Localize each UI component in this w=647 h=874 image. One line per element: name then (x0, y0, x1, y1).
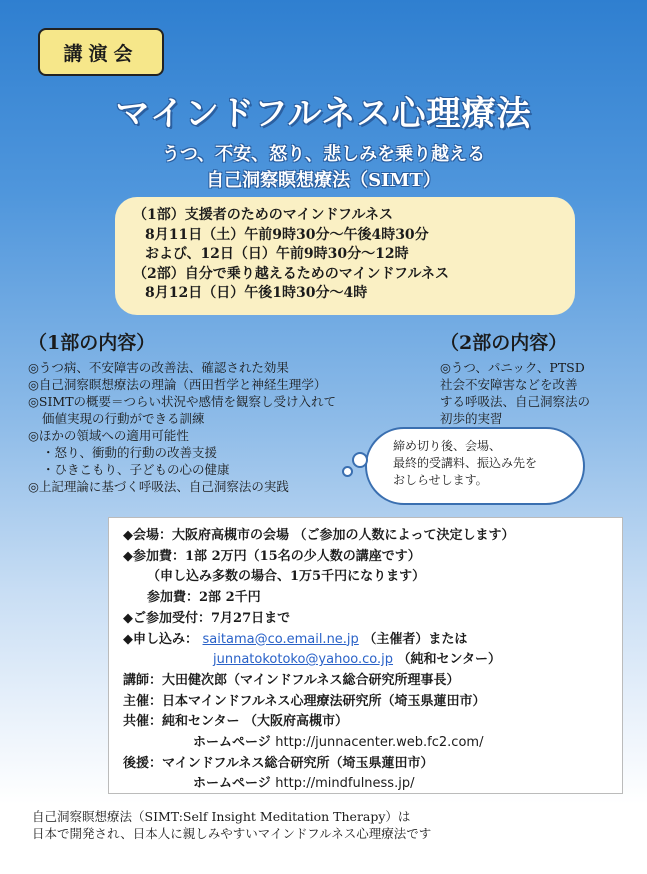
schedule-line: 8月12日（日）午後1時30分～4時 (145, 285, 368, 301)
part1-item: ◎自己洞察瞑想療法の理論（西田哲学と神経生理学） (28, 377, 327, 392)
info-box (108, 517, 623, 794)
footer-line: 自己洞察瞑想療法（SIMT:Self Insight Meditation Therapy）は (32, 809, 411, 824)
email-link-junna[interactable]: junnatokotoko@yahoo.co.jp (213, 652, 394, 668)
part1-item: ◎上記理論に基づく呼吸法、自己洞察法の実践 (28, 479, 289, 494)
lecturer-line: 講師：大田健次郎（マインドフルネス総合研究所理事長） (123, 672, 460, 688)
part1-item: ・ひきこもり、子どもの心の健康 (42, 462, 230, 477)
cloud-line: 最終的受講料、振込み先を (393, 456, 538, 470)
part2-item: 社会不安障害などを改善 (440, 377, 578, 392)
part2-title: （2部の内容） (440, 332, 568, 354)
part2-item: する呼吸法、自己洞察法の (440, 394, 591, 409)
page-title: マインドフルネス心理療法 (115, 94, 532, 134)
schedule-box (115, 197, 575, 315)
email2-note: （純和センター） (397, 652, 502, 668)
homepage-line-1 (123, 733, 622, 754)
venue-line: ◆会場：大阪府高槻市の会場 （ご参加の人数によって決定します） (123, 528, 515, 543)
cloud-line: 締め切り後、会場、 (393, 439, 502, 453)
part1-item: 価値実現の行動ができる訓練 (42, 411, 205, 426)
apply-line (123, 630, 622, 651)
part2-content (440, 328, 630, 427)
homepage-line-2 (123, 774, 622, 795)
homepage-label: ホームページ (193, 735, 271, 751)
part1-item: ・怒り、衝動的行動の改善支援 (42, 445, 218, 460)
apply-label: ◆申し込み： (123, 631, 198, 647)
lecture-tag: 講演会 (38, 28, 164, 76)
footer-note (32, 808, 431, 842)
part2-item: 初歩的実習 (440, 411, 503, 426)
cloud-tail-dot (342, 466, 353, 477)
fee2-line: 参加費：2部 2千円 (147, 590, 261, 606)
fee1-note: （申し込み多数の場合、1万5千円になります） (147, 569, 426, 585)
schedule-line: および、12日（日）午前9時30分～12時 (145, 246, 409, 262)
homepage-label: ホームページ (193, 776, 271, 792)
deadline-line: ◆ご参加受付：7月27日まで (123, 610, 291, 626)
schedule-line: （1部）支援者のためのマインドフルネス (133, 207, 394, 223)
fee1-line: ◆参加費：1部 2万円（15名の少人数の講座です） (123, 548, 421, 564)
homepage-link-junna[interactable]: http://junnacenter.web.fc2.com/ (275, 735, 484, 751)
subtitle-2: 自己洞察瞑想療法（SIMT） (206, 170, 441, 191)
homepage-link-mindfulness[interactable]: http://mindfulness.jp/ (275, 776, 415, 792)
cohost-line: 共催：純和センター （大阪府高槻市） (123, 714, 349, 730)
organizer-line: 主催：日本マインドフルネス心理療法研究所（埼玉県蓮田市） (123, 693, 486, 709)
email-link-organizer[interactable]: saitama@co.email.ne.jp (202, 631, 359, 647)
part1-item: ◎SIMTの概要＝つらい状況や感情を観察し受け入れて (28, 394, 337, 409)
cloud-tail-dot (352, 452, 368, 468)
part1-title: （1部の内容） (28, 332, 156, 354)
subtitle-1: うつ、不安、怒り、悲しみを乗り越える (161, 144, 486, 165)
schedule-line: （2部）自分で乗り越えるためのマインドフルネス (133, 265, 450, 282)
supporter-line: 後援：マインドフルネス総合研究所（埼玉県蓮田市） (123, 755, 434, 771)
part2-item: ◎うつ、パニック、PTSD (440, 360, 585, 375)
schedule-line: 8月11日（土）午前9時30分～午後4時30分 (145, 226, 429, 243)
part1-item: ◎ほかの領域への適用可能性 (28, 428, 189, 443)
notice-cloud (365, 427, 585, 505)
part1-item: ◎うつ病、不安障害の改善法、確認された効果 (28, 360, 289, 375)
apply-line-2 (123, 650, 622, 671)
email1-note: （主催者）または (363, 631, 468, 647)
footer-line: 日本で開発され、日本人に親しみやすいマインドフルネス心理療法です (32, 826, 432, 841)
cloud-line: おしらせします。 (393, 473, 488, 487)
